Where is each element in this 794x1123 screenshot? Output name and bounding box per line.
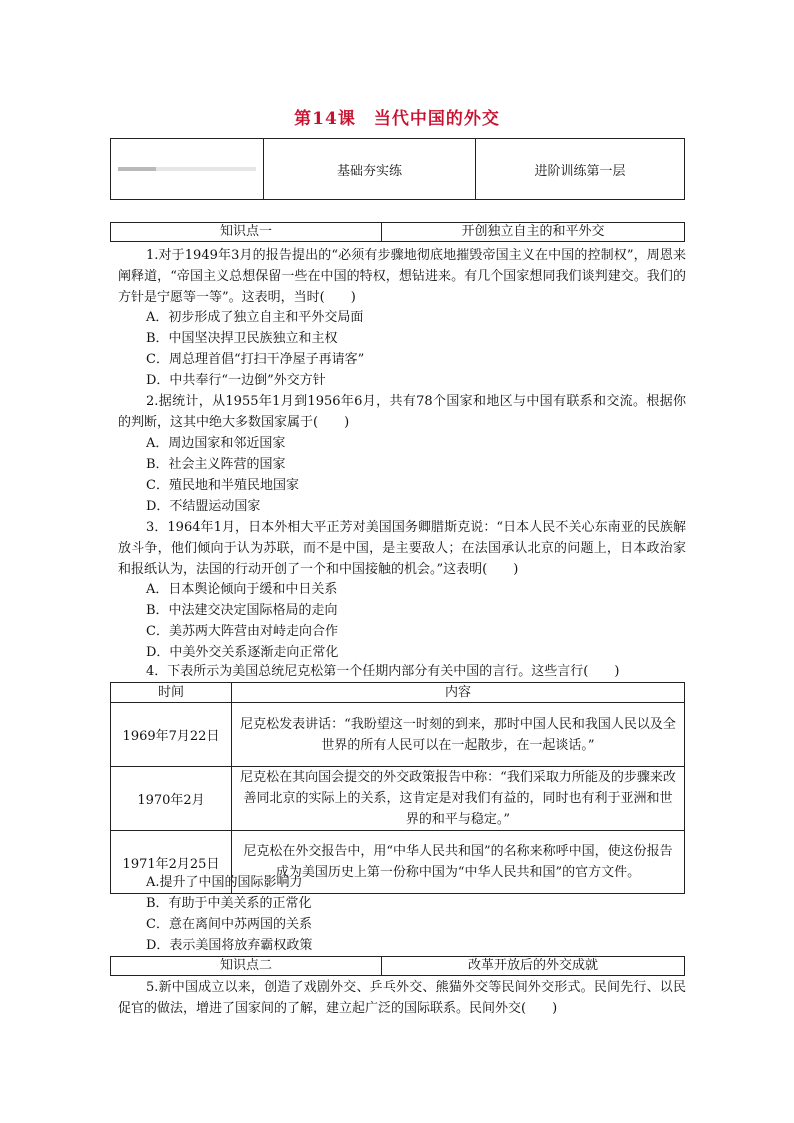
question-4-stem: 4．下表所示为美国总统尼克松第一个任期内部分有关中国的言行。这些言行( ) xyxy=(146,664,620,679)
table-cell-time: 1971年2月25日 xyxy=(111,831,232,894)
question-4-option-b: B．有助于中美关系的正常化 xyxy=(146,896,312,911)
question-2-option-d: D．不结盟运动国家 xyxy=(146,499,261,514)
knowledge-point-topic: 改革开放后的外交成就 xyxy=(467,958,598,973)
table-row xyxy=(111,767,685,831)
question-3-option-d: D．中美外交关系逐渐走向正常化 xyxy=(146,645,339,660)
question-2-option-b: B．社会主义阵营的国家 xyxy=(146,457,286,472)
table-cell-content: 尼克松发表讲话：“我盼望这一时刻的到来，那时中国人民和我国人民以及全世界的所有人民可以在一起散步，在一起谈话。” xyxy=(232,703,685,767)
question-2-option-c: C．殖民地和半殖民地国家 xyxy=(146,478,299,493)
table-cell-time: 1969年7月22日 xyxy=(111,703,232,767)
table-row xyxy=(111,703,685,767)
table-header-content: 内容 xyxy=(232,683,685,703)
question-3-option-b: B．中法建交决定国际格局的走向 xyxy=(146,603,338,618)
question-3-option-a: A．日本舆论倾向于缓和中日关系 xyxy=(146,582,338,597)
question-4-table xyxy=(110,682,685,894)
question-2-option-a: A．周边国家和邻近国家 xyxy=(146,436,286,451)
table-cell-content: 尼克松在其向国会提交的外交政策报告中称：“我们采取力所能及的步骤来改善同北京的实际上的关系，这肯定是对我们有益的，同时也有利于亚洲和世界的和平与稳定。” xyxy=(232,767,685,831)
logo-cell xyxy=(111,139,263,199)
knowledge-point-label: 知识点一 xyxy=(111,223,382,241)
question-1-option-b: B．中国坚决捍卫民族独立和主权 xyxy=(146,331,338,346)
question-4-option-c: C．意在离间中苏两国的关系 xyxy=(146,917,312,932)
knowledge-point-row-2 xyxy=(110,956,685,976)
question-4-option-a: A.提升了中国的国际影响力 xyxy=(146,875,303,890)
table-header-row xyxy=(111,683,685,703)
table-cell-content: 尼克松在外交报告中，用“中华人民共和国”的名称来称呼中国，使这份报告成为美国历史上第一份称中国为“中华人民共和国”的官方文件。 xyxy=(232,831,685,894)
question-3-option-c: C．美苏两大阵营由对峙走向合作 xyxy=(146,624,338,639)
page-title: 第14课 当代中国的外交 xyxy=(294,109,500,129)
question-1-stem: 1.对于1949年3月的报告提出的“必须有步骤地彻底地摧毁帝国主义在中国的控制权”，周恩来阐释道，“帝国主义总想保留一些在中国的特权，想钻进来。有几个国家想同我们谈判建交。我们的方针是宁愿等一等”。这表明，当时( ) xyxy=(118,248,686,305)
question-1-option-d: D．中共奉行“一边倒”外交方针 xyxy=(146,373,326,388)
table-cell-time: 1970年2月 xyxy=(111,767,232,831)
table-header-time: 时间 xyxy=(111,683,232,703)
header-basic-practice: 基础夯实练 xyxy=(263,139,475,199)
knowledge-point-topic: 开创独立自主的和平外交 xyxy=(461,224,605,239)
question-2-stem: 2.据统计，从1955年1月到1956年6月，共有78个国家和地区与中国有联系和交流。根据你的判断，这其中绝大多数国家属于( ) xyxy=(118,394,686,430)
question-1-option-a: A．初步形成了独立自主和平外交局面 xyxy=(146,310,364,325)
header-table xyxy=(110,138,685,200)
question-4-option-d: D．表示美国将放弃霸权政策 xyxy=(146,938,313,953)
question-3-stem: 3．1964年1月，日本外相大平正芳对美国国务卿腊斯克说：“日本人民不关心东南亚的民族解放斗争，他们倾向于认为苏联，而不是中国，是主要敌人；在法国承认北京的问题上，日本政治家和报纸认为，法国的行动开创了一个和中国接触的机会。”这表明( ) xyxy=(118,520,686,577)
knowledge-point-row-1 xyxy=(110,222,685,242)
logo-bar-icon xyxy=(118,167,256,171)
header-advanced-training: 进阶训练第一层 xyxy=(475,139,684,199)
knowledge-point-label: 知识点二 xyxy=(111,957,382,975)
question-5-stem: 5.新中国成立以来，创造了戏剧外交、乒乓外交、熊猫外交等民间外交形式。民间先行、以民促官的做法，增进了国家间的了解，建立起广泛的国际联系。民间外交( ) xyxy=(118,980,686,1016)
question-1-option-c: C．周总理首倡“打扫干净屋子再请客” xyxy=(146,352,365,367)
